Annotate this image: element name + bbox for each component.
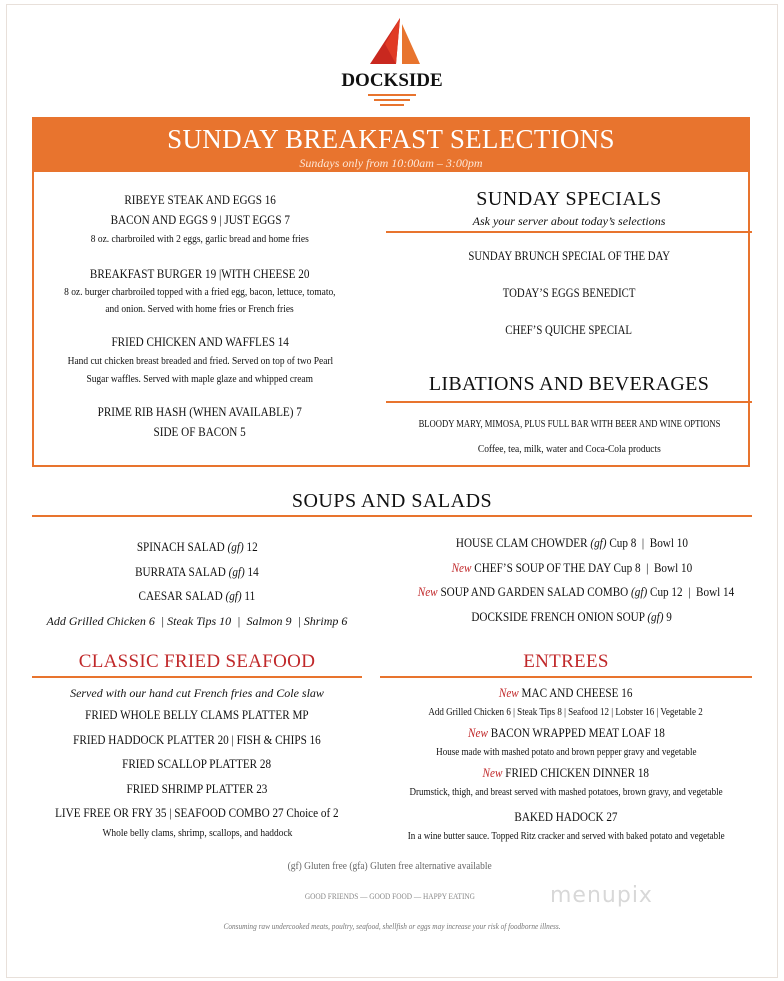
bacon-eggs-desc: 8 oz. charbroiled with 2 eggs, garlic bread and home fries — [90, 233, 310, 245]
seafood-item-combo: LIVE FREE OR FRY 35 | SEAFOOD COMBO 27 Choice of 2 — [55, 805, 339, 821]
soup-name: CHEF’S SOUP OF THE DAY — [474, 559, 611, 575]
seafood-combo-desc: Whole belly clams, shrimp, scallops, and haddock — [102, 826, 292, 839]
salad-price: 14 — [247, 563, 259, 579]
entrees-column — [380, 684, 752, 848]
chicken-waffles-title: FRIED CHICKEN AND WAFFLES 14 — [111, 334, 289, 349]
chicken-waffles-desc-2: Sugar waffles. Served with maple glaze and whipped cream — [86, 373, 314, 385]
logo — [330, 14, 454, 106]
soup-price: 9 — [666, 608, 673, 624]
warning-wrap — [100, 921, 684, 931]
menu-item-title — [40, 190, 360, 210]
salad-item — [32, 560, 362, 585]
soups-heading: SOUPS AND SALADS — [291, 490, 493, 512]
entrees-heading: ENTREES — [523, 651, 609, 672]
libations-heading: LIBATIONS AND BEVERAGES — [428, 373, 710, 395]
new-badge: New — [451, 559, 472, 575]
entree-title: MAC AND CHEESE 16 — [521, 685, 633, 700]
soup-gf: (gf) — [590, 535, 607, 550]
soup-item — [392, 531, 752, 556]
breakfast-column — [40, 190, 360, 442]
brand-name: DOCKSIDE — [341, 70, 443, 91]
libations-line-1-wrap — [386, 419, 752, 430]
specials-divider — [386, 231, 752, 233]
sailboat-icon — [330, 14, 454, 74]
entree-title: BAKED HADOCK 27 — [514, 809, 618, 824]
foodborne-warning: Consuming raw undercooked meats, poultry, seafood, shellfish or eggs may increase your risk of foodborne illness. — [223, 921, 561, 931]
seafood-note: Served with our hand cut French fries and Cole slaw — [70, 686, 324, 700]
new-badge: New — [499, 685, 520, 700]
entree-desc: In a wine butter sauce. Topped Ritz cracker and served with baked potato and vegetable — [407, 831, 725, 842]
soup-name: SOUP AND GARDEN SALAD COMBO — [440, 584, 629, 599]
seafood-column — [32, 683, 362, 840]
watermark: menupix — [550, 883, 653, 908]
seafood-item-clams: FRIED WHOLE BELLY CLAMS PLATTER MP — [85, 707, 309, 722]
salad-item — [32, 535, 362, 560]
soup-name: HOUSE CLAM CHOWDER — [455, 535, 588, 550]
libations-divider — [386, 401, 752, 403]
salad-price: 11 — [244, 588, 256, 603]
salads-column — [32, 535, 362, 633]
gluten-note: (gf) Gluten free (gfa) Gluten free alternative available — [287, 860, 493, 872]
salad-addons: Add Grilled Chicken 6 | Steak Tips 10 | Salmon 9 | Shrimp 6 — [46, 613, 348, 628]
seafood-item-haddock: FRIED HADDOCK PLATTER 20 | FISH & CHIPS 16 — [73, 731, 321, 747]
libations-line-2-wrap — [386, 443, 752, 455]
special-item-brunch: SUNDAY BRUNCH SPECIAL OF THE DAY — [468, 249, 670, 263]
burger-desc-2: and onion. Served with home fries or French fries — [105, 303, 295, 315]
soup-price: Cup 12 | Bowl 14 — [650, 584, 735, 599]
soup-name: DOCKSIDE FRENCH ONION SOUP — [471, 608, 645, 624]
salad-name: SPINACH SALAD — [136, 539, 225, 554]
specials-list — [386, 249, 752, 360]
seafood-item-scallop: FRIED SCALLOP PLATTER 28 — [122, 756, 272, 772]
libations-line-1: BLOODY MARY, MIMOSA, PLUS FULL BAR WITH BEER AND WINE OPTIONS — [418, 419, 720, 430]
banner-subtitle: Sundays only from 10:00am – 3:00pm — [299, 156, 483, 170]
soups-column — [392, 531, 752, 629]
soup-price: Cup 8 | Bowl 10 — [613, 559, 693, 575]
soup-gf: (gf) — [647, 608, 664, 624]
soup-item — [392, 556, 752, 581]
entrees-divider — [380, 676, 752, 678]
burger-desc-1: 8 oz. burger charbroiled topped with a fried egg, bacon, lettuce, tomato, — [64, 286, 336, 298]
entree-desc: House made with mashed potato and brown pepper gravy and vegetable — [435, 747, 697, 758]
ribeye-title: RIBEYE STEAK AND EGGS 16 — [124, 192, 276, 207]
soup-item — [392, 605, 752, 630]
prime-rib-title: PRIME RIB HASH (WHEN AVAILABLE) 7 — [97, 404, 303, 419]
salad-gf: (gf) — [228, 563, 245, 579]
logo-waves — [368, 94, 416, 96]
soup-price: Cup 8 | Bowl 10 — [609, 535, 689, 550]
salad-item — [32, 584, 362, 609]
specials-heading: SUNDAY SPECIALS — [476, 188, 662, 210]
specials-subheading: Ask your server about today’s selections — [472, 214, 666, 228]
salad-gf: (gf) — [225, 588, 242, 603]
salad-gf: (gf) — [227, 539, 244, 554]
new-badge: New — [482, 765, 503, 780]
breakfast-banner — [32, 117, 750, 172]
special-item-quiche: CHEF’S QUICHE SPECIAL — [505, 323, 633, 337]
seafood-heading: CLASSIC FRIED SEAFOOD — [78, 651, 316, 672]
salad-price: 12 — [246, 539, 258, 554]
entree-desc: Add Grilled Chicken 6 | Steak Tips 8 | Seafood 12 | Lobster 16 | Vegetable 2 — [428, 707, 704, 718]
tagline: GOOD FRIENDS — GOOD FOOD — HAPPY EATING — [304, 891, 476, 901]
side-bacon-title: SIDE OF BACON 5 — [153, 424, 247, 439]
chicken-waffles-desc-1: Hand cut chicken breast breaded and fried. Served on top of two Pearl — [67, 355, 333, 367]
salad-name: BURRATA SALAD — [135, 563, 226, 579]
gluten-note-wrap — [180, 860, 600, 872]
logo-waves-2 — [374, 99, 410, 101]
new-badge: New — [417, 584, 438, 599]
menu-item-title — [40, 210, 360, 230]
new-badge: New — [467, 725, 488, 740]
libations-line-2: Coffee, tea, milk, water and Coca-Cola products — [477, 443, 661, 455]
banner-title: SUNDAY BREAKFAST SELECTIONS — [167, 124, 615, 154]
burger-title: BREAKFAST BURGER 19 |WITH CHEESE 20 — [90, 266, 310, 281]
soup-gf: (gf) — [631, 584, 648, 599]
entree-desc: Drumstick, thigh, and breast served with mashed potatoes, brown gravy, and vegetable — [409, 787, 723, 798]
entree-title: FRIED CHICKEN DINNER 18 — [505, 765, 650, 780]
bacon-eggs-title: BACON AND EGGS 9 | JUST EGGS 7 — [110, 212, 290, 227]
soup-item — [392, 580, 752, 605]
seafood-item-shrimp: FRIED SHRIMP PLATTER 23 — [126, 780, 268, 796]
special-item-benedict: TODAY’S EGGS BENEDICT — [502, 286, 636, 300]
seafood-divider — [32, 676, 362, 678]
logo-waves-3 — [380, 104, 404, 106]
entree-title: BACON WRAPPED MEAT LOAF 18 — [490, 725, 665, 740]
tagline-wrap — [180, 891, 600, 901]
salad-name: CAESAR SALAD — [138, 588, 223, 603]
soups-divider — [32, 515, 752, 517]
